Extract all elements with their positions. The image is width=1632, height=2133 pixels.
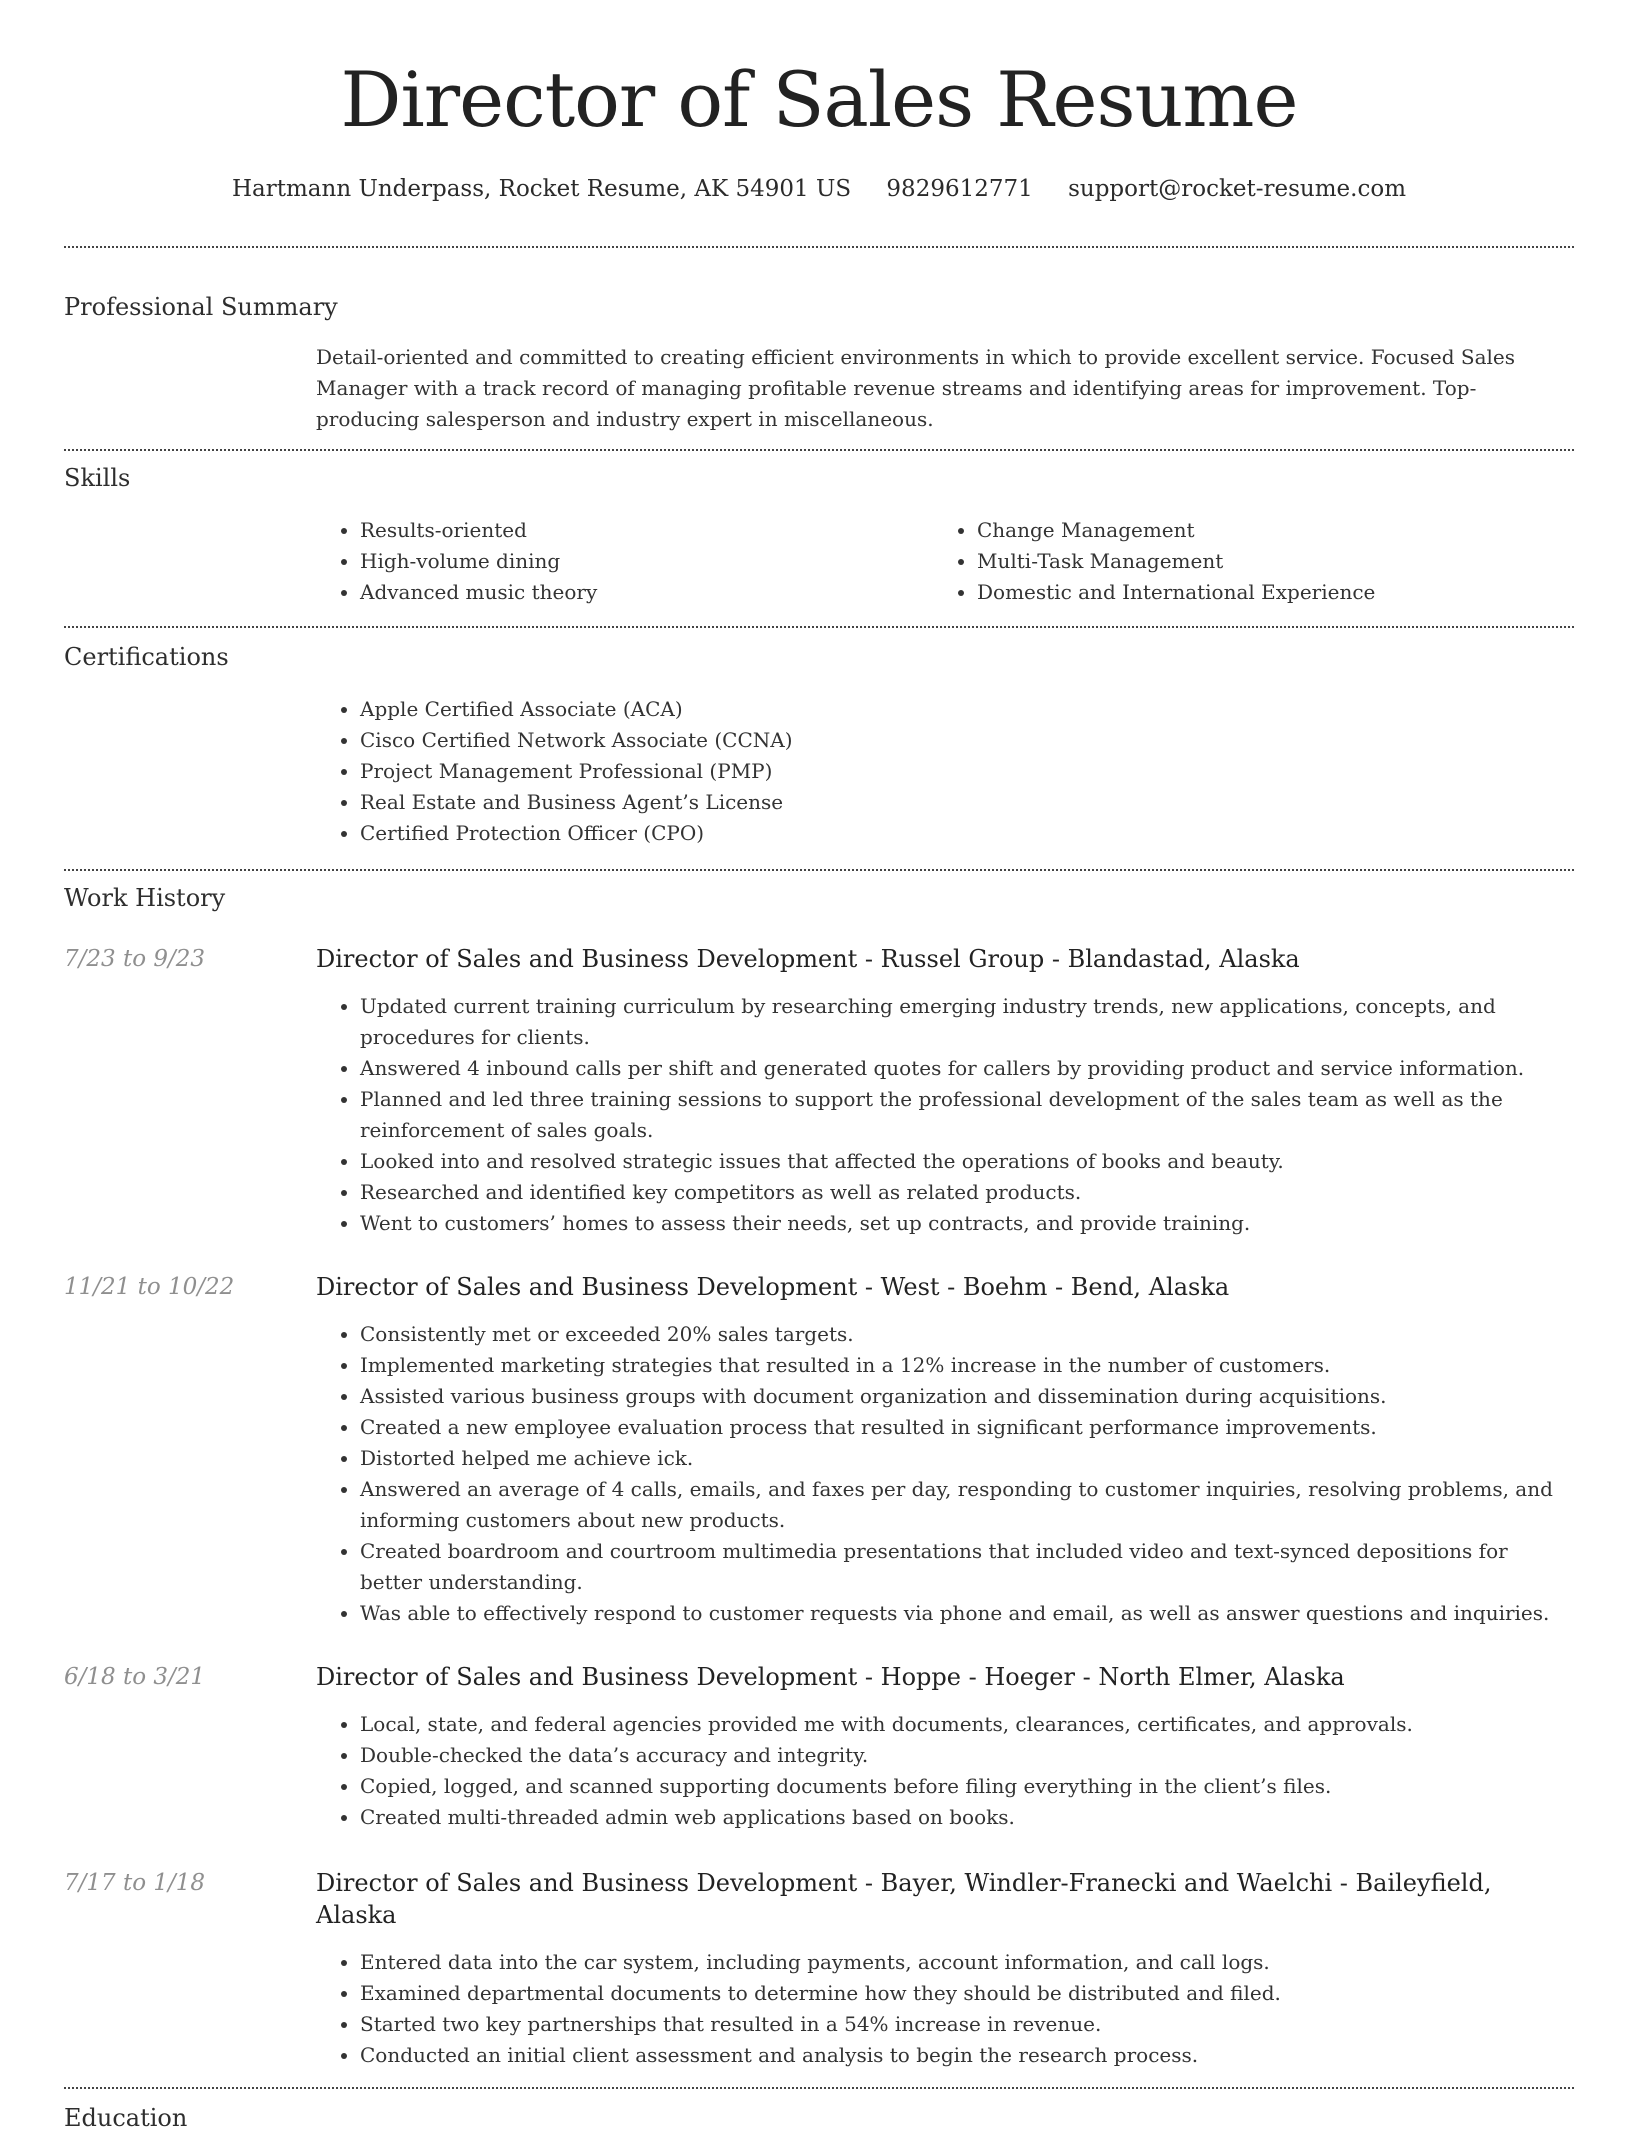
skill-item: • Advanced music theory <box>360 577 933 608</box>
job-entry <box>64 1867 1574 2071</box>
certification-item: • Real Estate and Business Agent’s License <box>360 787 1574 818</box>
job-bullet: • Double-checked the data’s accuracy and integrity. <box>360 1740 1574 1771</box>
summary-text: Detail-oriented and committed to creating efficient environments in which to provide excellent service. Focused Sales Manager with a track record of managing profitable revenue streams and identifying areas for improvement. Top-producing salesperson and industry expert in miscellaneous. <box>316 345 1516 431</box>
job-bullet: • Started two key partnerships that resulted in a 54% increase in revenue. <box>360 2009 1574 2040</box>
job-title: Director of Sales and Business Development - Bayer, Windler-Franecki and Waelchi - Baileyfield, Alaska <box>316 1869 1492 1929</box>
job-bullets <box>316 1709 1574 1833</box>
certifications-list <box>316 694 1574 849</box>
job-bullet: • Local, state, and federal agencies provided me with documents, clearances, certificates, and approvals. <box>360 1709 1574 1740</box>
job-bullet: • Consistently met or exceeded 20% sales targets. <box>360 1319 1574 1350</box>
contact-phone: 9829612771 <box>886 176 1033 202</box>
job-bullet: • Answered 4 inbound calls per shift and generated quotes for callers by providing product and service information. <box>360 1053 1574 1084</box>
skill-item: • High-volume dining <box>360 546 933 577</box>
section-divider <box>64 2087 1574 2089</box>
skills-heading: Skills <box>64 464 131 492</box>
job-bullet: • Conducted an initial client assessment and analysis to begin the research process. <box>360 2040 1574 2071</box>
contact-line <box>64 174 1574 204</box>
job-bullet: • Entered data into the car system, including payments, account information, and call logs. <box>360 1947 1574 1978</box>
certifications-heading: Certifications <box>64 643 229 671</box>
contact-address: Hartmann Underpass, Rocket Resume, AK 54901 US <box>231 176 852 202</box>
skills-column-left <box>316 515 933 608</box>
section-divider <box>64 246 1574 248</box>
job-title: Director of Sales and Business Development - Russel Group - Blandastad, Alaska <box>316 945 1300 973</box>
skill-item: • Results-oriented <box>360 515 933 546</box>
certification-item: • Certified Protection Officer (CPO) <box>360 818 1574 849</box>
summary-heading: Professional Summary <box>64 293 338 321</box>
job-entry <box>64 943 1574 1239</box>
certification-item: • Apple Certified Associate (ACA) <box>360 694 1574 725</box>
section-divider <box>64 626 1574 628</box>
certification-item: • Project Management Professional (PMP) <box>360 756 1574 787</box>
education-heading: Education <box>64 2104 188 2132</box>
skill-item: • Multi-Task Management <box>977 546 1550 577</box>
skills-column-right <box>933 515 1550 608</box>
skill-item: • Domestic and International Experience <box>977 577 1550 608</box>
contact-email: support@rocket-resume.com <box>1068 176 1407 202</box>
job-bullet: • Created boardroom and courtroom multimedia presentations that included video and text-synced depositions for better understanding. <box>360 1536 1574 1598</box>
job-bullet: • Distorted helped me achieve ick. <box>360 1443 1574 1474</box>
certification-item: • Cisco Certified Network Associate (CCNA) <box>360 725 1574 756</box>
work-history-heading: Work History <box>64 884 226 912</box>
job-title: Director of Sales and Business Development - West - Boehm - Bend, Alaska <box>316 1273 1230 1301</box>
job-bullet: • Copied, logged, and scanned supporting documents before filing everything in the client’s files. <box>360 1771 1574 1802</box>
job-bullet: • Created a new employee evaluation process that resulted in significant performance improvements. <box>360 1412 1574 1443</box>
job-bullets <box>316 991 1574 1239</box>
job-date: 7/23 to 9/23 <box>64 946 206 972</box>
job-date: 11/21 to 10/22 <box>64 1274 235 1300</box>
job-bullet: • Assisted various business groups with document organization and dissemination during acquisitions. <box>360 1381 1574 1412</box>
skills-list <box>316 515 1574 608</box>
job-bullets <box>316 1947 1574 2071</box>
job-title: Director of Sales and Business Development - Hoppe - Hoeger - North Elmer, Alaska <box>316 1663 1345 1691</box>
job-bullet: • Answered an average of 4 calls, emails, and faxes per day, responding to customer inquiries, resolving problems, and informing customers about new products. <box>360 1474 1574 1536</box>
job-bullet: • Looked into and resolved strategic issues that affected the operations of books and beauty. <box>360 1146 1574 1177</box>
resume-title: Director of Sales Resume <box>340 55 1298 144</box>
job-bullet: • Updated current training curriculum by researching emerging industry trends, new applications, concepts, and procedures for clients. <box>360 991 1574 1053</box>
skill-item: • Change Management <box>977 515 1550 546</box>
job-entry <box>64 1661 1574 1833</box>
job-bullet: • Implemented marketing strategies that resulted in a 12% increase in the number of customers. <box>360 1350 1574 1381</box>
section-divider <box>64 869 1574 871</box>
job-date: 6/18 to 3/21 <box>64 1664 206 1690</box>
job-bullet: • Examined departmental documents to determine how they should be distributed and filed. <box>360 1978 1574 2009</box>
job-bullet: • Planned and led three training sessions to support the professional development of the sales team as well as the reinforcement of sales goals. <box>360 1084 1574 1146</box>
resume-page <box>64 0 1574 2133</box>
job-bullets <box>316 1319 1574 1629</box>
job-date: 7/17 to 1/18 <box>64 1870 206 1896</box>
job-bullet: • Went to customers’ homes to assess their needs, set up contracts, and provide training. <box>360 1208 1574 1239</box>
job-bullet: • Was able to effectively respond to customer requests via phone and email, as well as answer questions and inquiries. <box>360 1598 1574 1629</box>
section-divider <box>64 449 1574 451</box>
job-entry <box>64 1271 1574 1629</box>
job-bullet: • Researched and identified key competitors as well as related products. <box>360 1177 1574 1208</box>
job-bullet: • Created multi-threaded admin web applications based on books. <box>360 1802 1574 1833</box>
